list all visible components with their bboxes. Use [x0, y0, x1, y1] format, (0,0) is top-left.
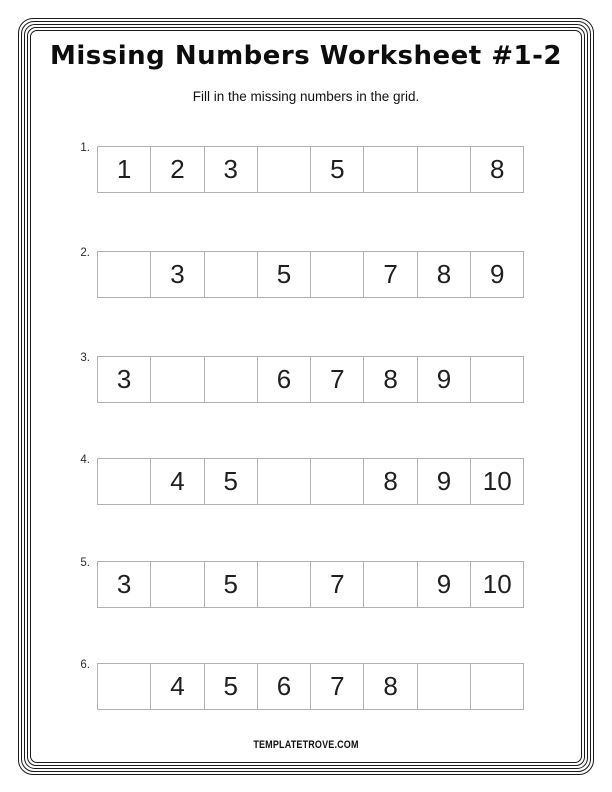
row-number-label: 3.	[80, 352, 90, 364]
grid-cell: 1	[97, 146, 151, 193]
grid-cell-empty	[310, 458, 364, 505]
grid-cell: 7	[363, 251, 417, 298]
grid-cell: 5	[204, 458, 258, 505]
grid-cell: 5	[310, 146, 364, 193]
row-number-label: 2.	[80, 247, 90, 259]
grid-cell: 3	[97, 356, 151, 403]
grid-cell: 3	[150, 251, 204, 298]
grid-cell-empty	[417, 663, 471, 710]
grid-cell: 8	[363, 458, 417, 505]
number-grid	[97, 663, 524, 710]
grid-cell-empty	[363, 146, 417, 193]
worksheet-row	[0, 557, 612, 608]
worksheet-row	[0, 247, 612, 298]
grid-cell: 6	[257, 663, 311, 710]
grid-cell-empty	[257, 146, 311, 193]
grid-cell: 3	[204, 146, 258, 193]
grid-cell: 7	[310, 561, 364, 608]
grid-cell: 4	[150, 663, 204, 710]
worksheet-row	[0, 659, 612, 710]
grid-cell-empty	[97, 663, 151, 710]
grid-cell-empty	[310, 251, 364, 298]
page-title: Missing Numbers Worksheet #1-2	[50, 41, 562, 71]
footer-site-credit: TEMPLATETROVE.COM	[253, 739, 359, 751]
number-grid	[97, 356, 524, 403]
number-grid	[97, 561, 524, 608]
grid-cell-empty	[150, 356, 204, 403]
grid-cell: 5	[204, 561, 258, 608]
number-grid	[97, 251, 524, 298]
grid-cell-empty	[257, 561, 311, 608]
grid-cell: 3	[97, 561, 151, 608]
grid-cell: 2	[150, 146, 204, 193]
grid-cell: 6	[257, 356, 311, 403]
grid-cell: 7	[310, 663, 364, 710]
grid-cell-empty	[470, 356, 524, 403]
row-number-label: 5.	[80, 557, 90, 569]
grid-cell: 9	[470, 251, 524, 298]
grid-cell: 8	[363, 356, 417, 403]
grid-cell-empty	[97, 251, 151, 298]
grid-cell: 7	[310, 356, 364, 403]
grid-cell-empty	[204, 251, 258, 298]
grid-cell-empty	[204, 356, 258, 403]
grid-cell-empty	[97, 458, 151, 505]
row-number-label: 6.	[80, 659, 90, 671]
grid-cell-empty	[470, 663, 524, 710]
grid-cell: 10	[470, 458, 524, 505]
grid-cell: 5	[204, 663, 258, 710]
grid-cell: 10	[470, 561, 524, 608]
worksheet-row	[0, 454, 612, 505]
grid-cell: 8	[363, 663, 417, 710]
grid-cell: 9	[417, 561, 471, 608]
grid-cell-empty	[257, 458, 311, 505]
grid-cell: 8	[470, 146, 524, 193]
grid-cell: 9	[417, 356, 471, 403]
instructions-text: Fill in the missing numbers in the grid.	[192, 89, 420, 104]
worksheet-row	[0, 142, 612, 193]
grid-cell: 5	[257, 251, 311, 298]
grid-cell-empty	[417, 146, 471, 193]
grid-cell-empty	[363, 561, 417, 608]
worksheet-row	[0, 352, 612, 403]
grid-cell: 4	[150, 458, 204, 505]
number-grid	[97, 458, 524, 505]
grid-cell: 8	[417, 251, 471, 298]
grid-cell-empty	[150, 561, 204, 608]
row-number-label: 1.	[80, 142, 90, 154]
grid-cell: 9	[417, 458, 471, 505]
number-grid	[97, 146, 524, 193]
row-number-label: 4.	[80, 454, 90, 466]
